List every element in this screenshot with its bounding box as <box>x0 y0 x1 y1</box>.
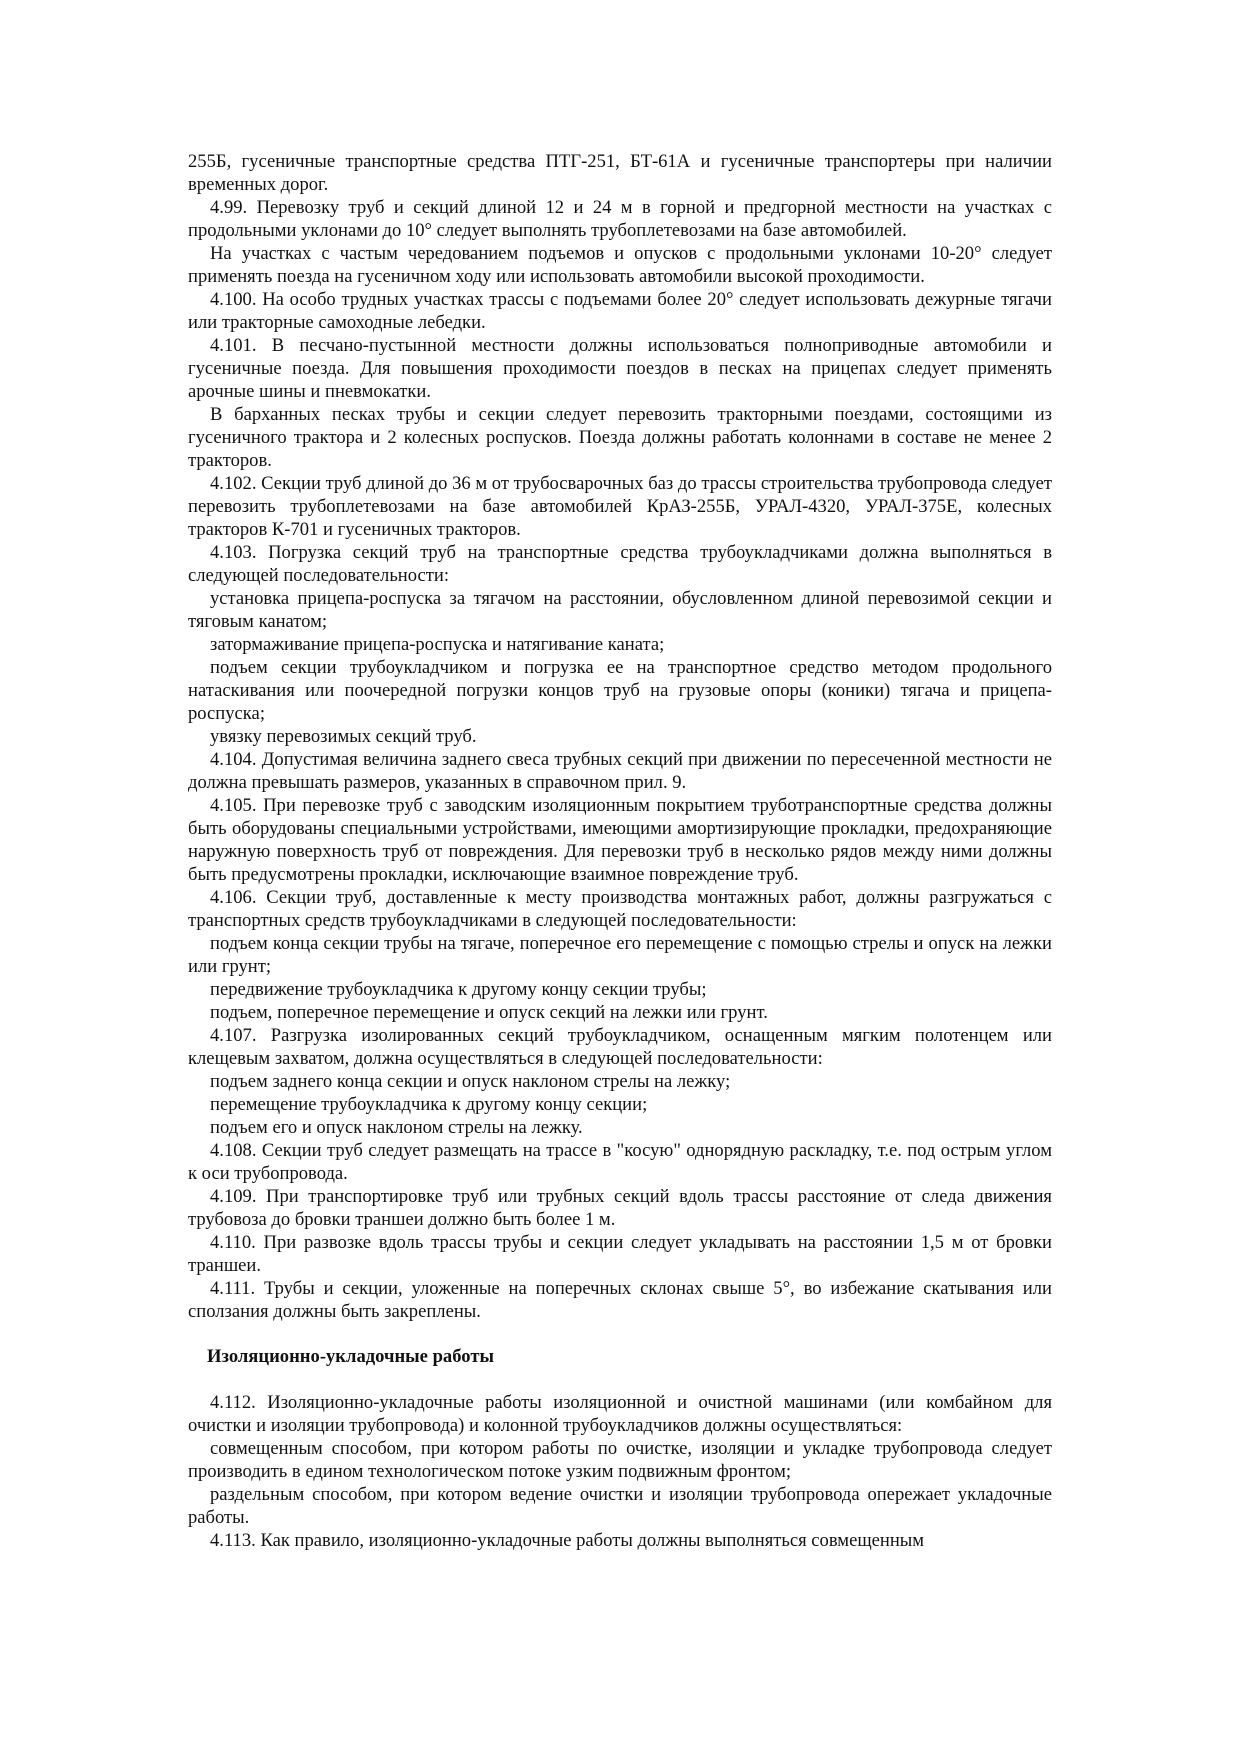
paragraph: подъем конца секции трубы на тягаче, поперечное его перемещение с помощью стрелы и опуск на лежки или грунт; <box>188 933 1052 977</box>
paragraph: 4.113. Как правило, изоляционно-укладочные работы должны выполняться совмещенным <box>210 1530 925 1551</box>
paragraph: 4.112. Изоляционно-укладочные работы изоляционной и очистной машинами (или комбайном для очистки и изоляции трубопровода) и колонной трубоукладчиков должны осуществляться: <box>188 1392 1052 1436</box>
paragraph: 4.101. В песчано-пустынной местности должны использоваться полноприводные автомобили и гусеничные поезда. Для повышения проходимости поездов в песках на прицепах следует применять арочные шины и пневмокатки. <box>188 335 1052 402</box>
paragraph: 4.104. Допустимая величина заднего свеса трубных секций при движении по пересеченной местности не должна превышать размеров, указанных в справочном прил. 9. <box>188 749 1052 793</box>
paragraph: 4.111. Трубы и секции, уложенные на поперечных склонах свыше 5°, во избежание скатывания или сползания должны быть закреплены. <box>188 1278 1052 1322</box>
paragraph: 4.105. При перевозке труб с заводским изоляционным покрытием труботранспортные средства должны быть оборудованы специальными устройствами, имеющими амортизирующие прокладки, предохраняющие наружную поверхность труб от повреждения. Для перевозки труб в несколько рядов между ними должны быть предусмотрены прокладки, исключающие взаимное повреждение труб. <box>188 795 1052 885</box>
paragraph: раздельным способом, при котором ведение очистки и изоляции трубопровода опережает укладочные работы. <box>188 1484 1052 1528</box>
paragraph: затормаживание прицепа-роспуска и натягивание каната; <box>210 634 665 655</box>
paragraph: 255Б, гусеничные транспортные средства ПТГ-251, БТ-61А и гусеничные транспортеры при наличии временных дорог. <box>188 151 1052 195</box>
paragraph: 4.106. Секции труб, доставленные к месту производства монтажных работ, должны разгружаться с транспортных средств трубоукладчиками в следующей последовательности: <box>188 887 1052 931</box>
paragraph: установка прицепа-роспуска за тягачом на расстоянии, обусловленном длиной перевозимой секции и тяговым канатом; <box>188 588 1052 632</box>
paragraph: совмещенным способом, при котором работы по очистке, изоляции и укладке трубопровода следует производить в едином технологическом потоке узким подвижным фронтом; <box>188 1438 1052 1482</box>
paragraph: подъем секции трубоукладчиком и погрузка ее на транспортное средство методом продольного натаскивания или поочередной погрузки концов труб на грузовые опоры (коники) тягача и прицепа-роспуска; <box>188 657 1052 724</box>
paragraph: 4.107. Разгрузка изолированных секций трубоукладчиком, оснащенным мягким полотенцем или клещевым захватом, должна осуществляться в следующей последовательности: <box>188 1025 1052 1069</box>
paragraph: 4.99. Перевозку труб и секций длиной 12 и 24 м в горной и предгорной местности на участках с продольными уклонами до 10° следует выполнять трубоплетевозами на базе автомобилей. <box>188 197 1052 241</box>
paragraph: перемещение трубоукладчика к другому концу секции; <box>210 1094 648 1115</box>
paragraph: 4.102. Секции труб длиной до 36 м от трубосварочных баз до трассы строительства трубопровода следует перевозить трубоплетевозами на базе автомобилей КрАЗ-255Б, УРАЛ-4320, УРАЛ-375Е, колесных тракторов К-701 и гусеничных тракторов. <box>188 473 1052 540</box>
section-heading: Изоляционно-укладочные работы <box>207 1346 494 1367</box>
paragraph: На участках с частым чередованием подъемов и опусков с продольными уклонами 10-20° следует применять поезда на гусеничном ходу или использовать автомобили высокой проходимости. <box>188 243 1052 287</box>
paragraph: 4.103. Погрузка секций труб на транспортные средства трубоукладчиками должна выполняться в следующей последовательности: <box>188 542 1052 586</box>
paragraph: подъем заднего конца секции и опуск наклоном стрелы на лежку; <box>210 1071 731 1092</box>
body-text-top <box>188 150 1052 1323</box>
paragraph: увязку перевозимых секций труб. <box>210 726 477 747</box>
paragraph: 4.109. При транспортировке труб или трубных секций вдоль трассы расстояние от следа движения трубовоза до бровки траншеи должно быть более 1 м. <box>188 1186 1052 1230</box>
paragraph: подъем, поперечное перемещение и опуск секций на лежки или грунт. <box>210 1002 768 1023</box>
document-page <box>188 150 1052 1552</box>
paragraph: 4.100. На особо трудных участках трассы с подъемами более 20° следует использовать дежурные тягачи или тракторные самоходные лебедки. <box>188 289 1052 333</box>
body-text-bottom <box>188 1391 1052 1552</box>
paragraph: 4.110. При развозке вдоль трассы трубы и секции следует укладывать на расстоянии 1,5 м от бровки траншеи. <box>188 1232 1052 1276</box>
paragraph: В барханных песках трубы и секции следует перевозить тракторными поездами, состоящими из гусеничного трактора и 2 колесных роспусков. Поезда должны работать колоннами в составе не менее 2 тракторов. <box>188 404 1052 471</box>
paragraph: 4.108. Секции труб следует размещать на трассе в "косую" однорядную раскладку, т.е. под острым углом к оси трубопровода. <box>188 1140 1052 1184</box>
paragraph: подъем его и опуск наклоном стрелы на лежку. <box>210 1117 583 1138</box>
paragraph: передвижение трубоукладчика к другому концу секции трубы; <box>210 979 707 1000</box>
